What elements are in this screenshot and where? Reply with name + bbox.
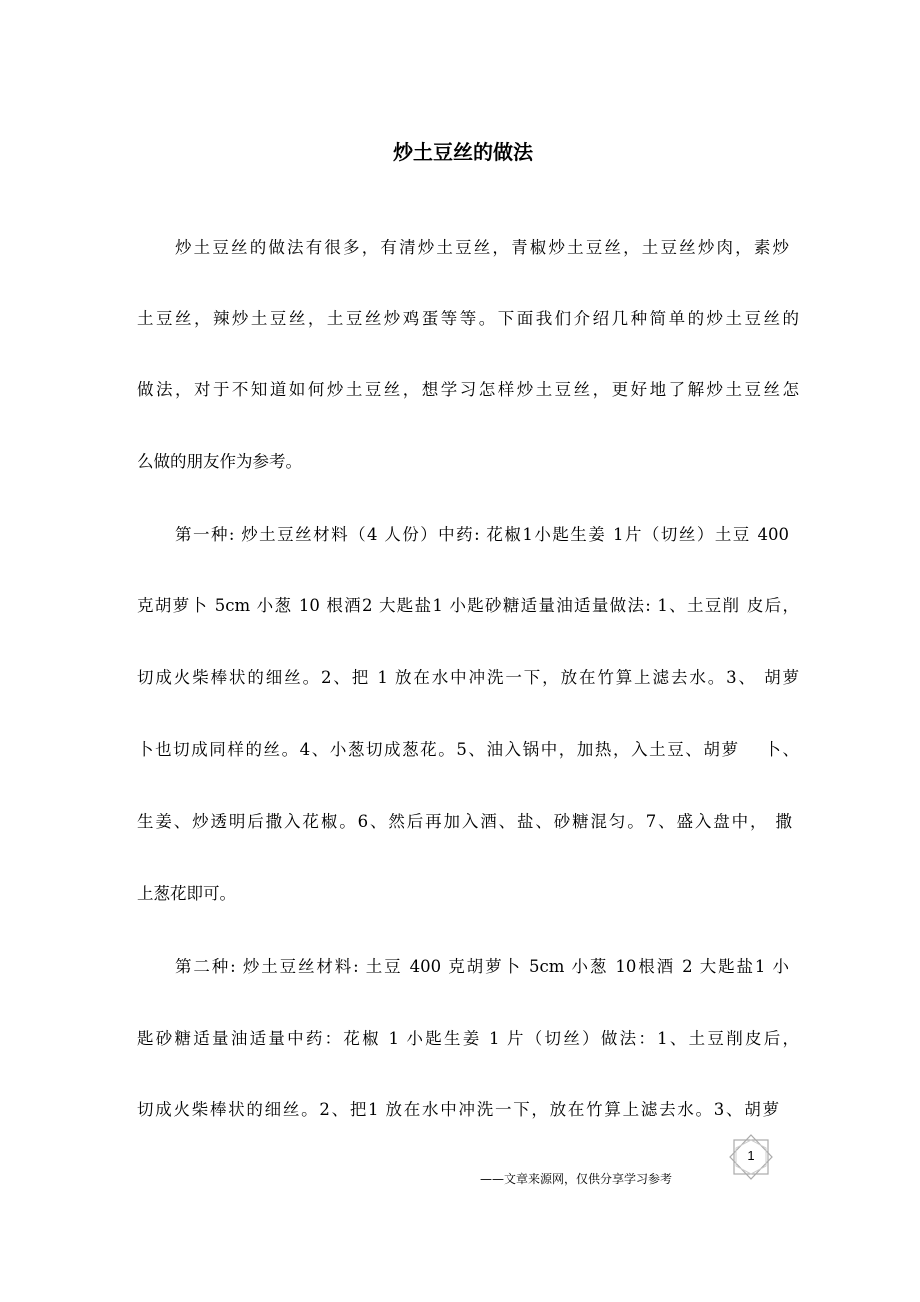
document-title: 炒土豆丝的做法 — [393, 140, 533, 164]
text-line: 第一种: 炒土豆丝材料（4 人份）中药: 花椒1小匙生姜 1片（切丝）土豆 400 — [175, 525, 789, 544]
text-line: 切成火柴棒状的细丝。2、把1 放在水中冲洗一下，放在竹算上滤去水。3、胡萝 — [137, 1100, 779, 1119]
page-number-badge — [726, 1134, 776, 1180]
text-line: 匙砂糖适量油适量中药：花椒 1 小匙生姜 1 片（切丝）做法：1、土豆削皮后， — [137, 1029, 799, 1048]
text-line: 第二种: 炒土豆丝材料: 土豆 400 克胡萝卜 5cm 小葱 10根酒 2 大匙盐1 小 — [175, 957, 789, 976]
text-line: 上葱花即可。 — [137, 884, 236, 903]
text-line: 卜也切成同样的丝。4、小葱切成葱花。5、油入锅中，加热，入土豆、胡萝 卜、 — [137, 740, 799, 759]
text-line: 生姜、炒透明后撒入花椒。6、然后再加入酒、盐、砂糖混匀。7、盛入盘中， 撒 — [137, 812, 792, 831]
text-line: 克胡萝卜 5cm 小葱 10 根酒2 大匙盐1 小匙砂糖适量油适量做法: 1、土豆削 皮后， — [137, 596, 799, 615]
footer-source-note: ——文章来源网，仅供分享学习参考 — [480, 1172, 673, 1186]
text-line: 做法，对于不知道如何炒土豆丝，想学习怎样炒土豆丝，更好地了解炒土豆丝怎 — [137, 380, 799, 399]
text-line: 切成火柴棒状的细丝。2、把 1 放在水中冲洗一下，放在竹算上滤去水。3、 胡萝 — [137, 668, 799, 687]
text-line: 土豆丝，辣炒土豆丝，土豆丝炒鸡蛋等等。下面我们介绍几种简单的炒土豆丝的 — [137, 309, 799, 328]
text-line: 么做的朋友作为参考。 — [137, 452, 302, 471]
text-line: 炒土豆丝的做法有很多，有清炒土豆丝，青椒炒土豆丝，土豆丝炒肉，素炒 — [175, 238, 789, 257]
page-number: 1 — [747, 1148, 755, 1163]
